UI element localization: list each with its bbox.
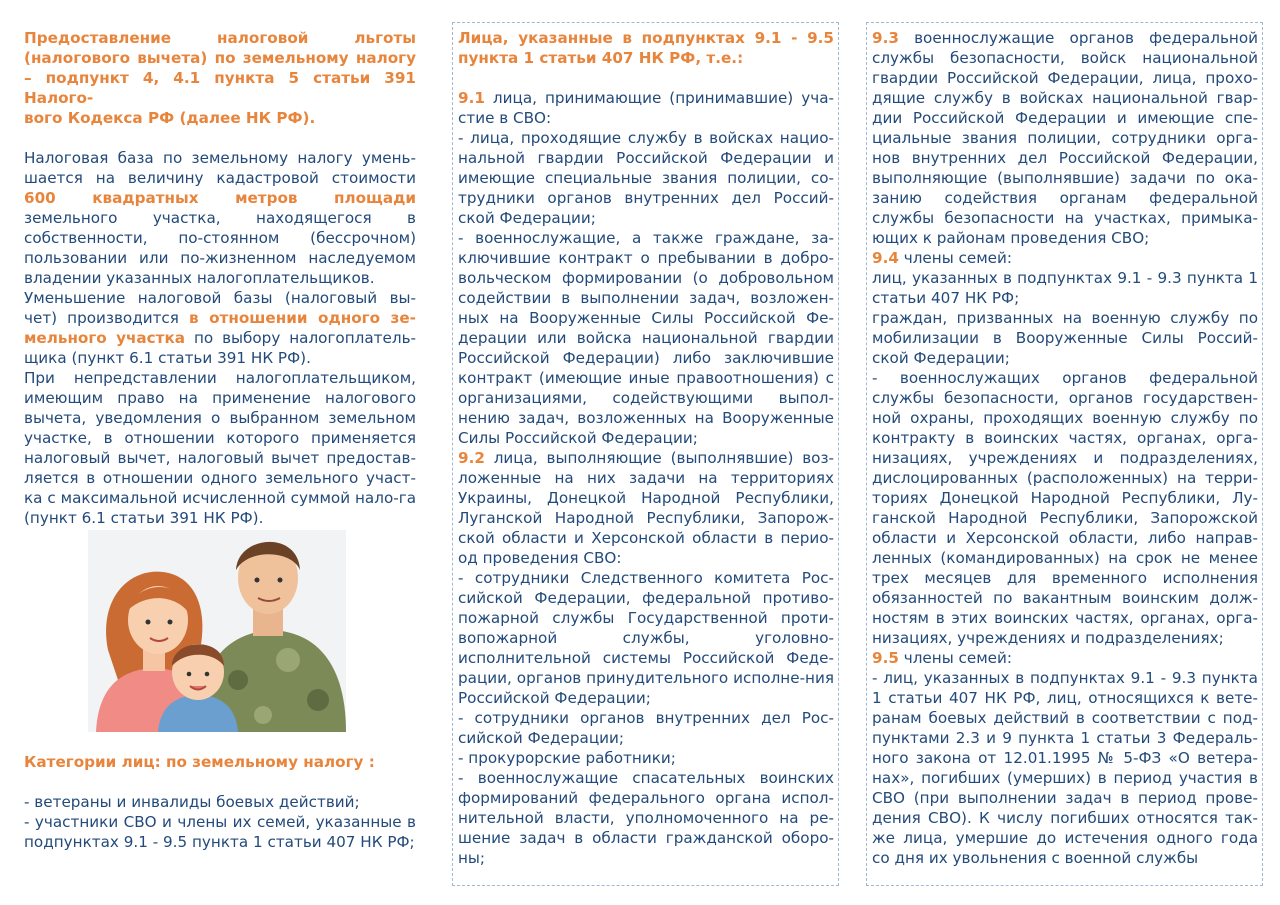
middle-column: [452, 22, 839, 886]
title-line: вого Кодекса РФ (далее НК РФ).: [24, 109, 316, 127]
list-item: - прокурорские работники;: [458, 749, 676, 767]
subsection-9-3: 9.3 военнослужащие органов федеральной службы безопасности, войск национальной гвардии Российской Федерации, лица, прохо-дящие службу в войсках национальной гвар-дии Российской Федерации и имеющие спе-циальные звания полиции, сотрудники орга-нов внутренних дел Российской Федерации, выполняющие (выполнявшие) задачи по ока-занию содействия органам федеральной службы безопасности на участках, примыка-ющих к районам проведения СВО;: [872, 29, 1258, 247]
categories-title: Категории лиц: по земельному налогу :: [24, 753, 375, 771]
category-item: - участники СВО и члены их семей, указанные в подпунктах 9.1 - 9.5 пункта 1 статьи 407 НК РФ;: [24, 813, 416, 851]
list-item: - военнослужащие спасательных воинских формирований федерального органа испол-нительной власти, уполномоченного на ре-шение задач в области гражданской оборо-ны;: [458, 769, 834, 867]
title-line: – подпункт 4, 4.1 пункта 5 статьи 391 Налого-: [24, 69, 416, 107]
left-column: [24, 28, 416, 528]
family-icon: [88, 530, 346, 732]
subsection-9-1: 9.1 лица, принимающие (принимавшие) уча-стие в СВО:: [458, 89, 834, 127]
family-illustration: [88, 530, 346, 732]
title-line: (налогового вычета) по земельному налогу: [24, 49, 416, 67]
list-item: - лиц, указанных в подпунктах 9.1 - 9.3 пункта 1 статьи 407 НК РФ, лиц, относящихся к вете-ранам боевых действий в соответствии с под-пунктами 2.3 и 9 пункта 1 статьи 3 Федераль-ного закона от 12.01.1995 № 5-ФЗ «О ветера-нах», погибших (умерших) в период участия в СВО (при выполнении задач в период прове-дения СВО). К числу погибших относятся так-же лица, умершие до истечения одного года со дня их увольнения с военной службы: [872, 669, 1258, 867]
list-item: граждан, призванных на военную службу по мобилизации в Вооруженные Силы Россий-ской Федерации;: [872, 309, 1258, 367]
subsection-number: 9.3: [872, 29, 899, 47]
paragraph-tax-base: Налоговая база по земельному налогу умень-шается на величину кадастровой стоимости 600 квадратных метров площади земельного участка, находящегося в собственности, по-стоянном (бессрочном) пользовании или по-жизненном наследуемом владении указанных налогоплательщиков.: [24, 149, 416, 287]
list-item: - сотрудники Следственного комитета Рос-сийской Федерации, федеральной противо-пожарной службы Государственной проти-вопожарной службы, уголовно-исполнительной системы Российской Феде-рации, органов принудительного исполне-ния Российской Федерации;: [458, 569, 834, 707]
paragraph-default-plot: При непредставлении налогоплательщиком, имеющим право на применение налогового вычета, уведомления о выбранном земельном участке, в отношении которого применяется налоговый вычет, налоговый вычет предостав-ляется в отношении одного земельного участ-ка с максимальной исчисленной суммой нало-га (пункт 6.1 статьи 391 НК РФ).: [24, 369, 416, 527]
list-item: лиц, указанных в подпунктах 9.1 - 9.3 пункта 1 статьи 407 НК РФ;: [872, 269, 1258, 307]
highlight-600-m2: 600 квадратных метров площади: [24, 189, 416, 207]
subsection-number: 9.2: [458, 449, 485, 467]
title-line: Предоставление налоговой льготы: [24, 29, 416, 47]
list-item: - лица, проходящие службу в войсках нацио-нальной гвардии Российской Федерации и имеющие специальные звания полиции, со-трудники органов внутренних дел Россий-ской Федерации;: [458, 129, 834, 227]
section-title: [24, 28, 416, 128]
categories-block: [24, 752, 416, 852]
right-column: [866, 22, 1263, 886]
list-item: - военнослужащих органов федеральной службы безопасности, органов государствен-ной охраны, проходящих военную службу по контракту в воинских частях, органах, орга-низациях, учреждениях и подразделениях, дислоцированных (расположенных) на терри-ториях Донецкой Народной Республики, Лу-ганской Народной Республики, Запорожской области и Херсонской области, либо направ-ленных (командированных) на срок не менее трех месяцев для временного исполнения обязанностей по вакантным воинским долж-ностям в этих воинских частях, органах, орга-низациях, учреждениях и подразделениях;: [872, 369, 1258, 647]
paragraph-deduction: Уменьшение налоговой базы (налоговый вы-чет) производится в отношении одного зе-мельного участка по выбору налогоплатель-щика (пункт 6.1 статьи 391 НК РФ).: [24, 289, 416, 367]
category-item: - ветераны и инвалиды боевых действий;: [24, 793, 360, 811]
subsection-9-2: 9.2 лица, выполняющие (выполнявшие) воз-ложенные на них задачи на территориях Украины, Донецкой Народной Республики, Луганской Народной Республики, Запорож-ской области и Херсонской области в перио-од проведения СВО:: [458, 449, 834, 567]
subsection-number: 9.5: [872, 649, 899, 667]
subsection-9-4: 9.4 члены семей:: [872, 249, 1012, 267]
highlight-one-plot: в отношении одного зе-мельного участка: [24, 309, 416, 347]
subsection-9-5: 9.5 члены семей:: [872, 649, 1012, 667]
list-item: - военнослужащие, а также граждане, за-ключившие контракт о пребывании в добро-вольческом формировании (о добровольном содействии в выполнении задач, возложен-ных на Вооруженные Силы Российской Фе-дерации или войска национальной гвардии Российской Федерации) либо заключившие контракт (имеющие иные правоотношения) с организациями, содействующими выпол-нению задач, возложенных на Вооруженные Силы Российской Федерации;: [458, 229, 834, 447]
subsection-number: 9.1: [458, 89, 485, 107]
column-title: Лица, указанные в подпунктах 9.1 - 9.5 пункта 1 статьи 407 НК РФ, т.е.:: [458, 29, 834, 67]
subsection-number: 9.4: [872, 249, 899, 267]
list-item: - сотрудники органов внутренних дел Рос-сийской Федерации;: [458, 709, 834, 747]
